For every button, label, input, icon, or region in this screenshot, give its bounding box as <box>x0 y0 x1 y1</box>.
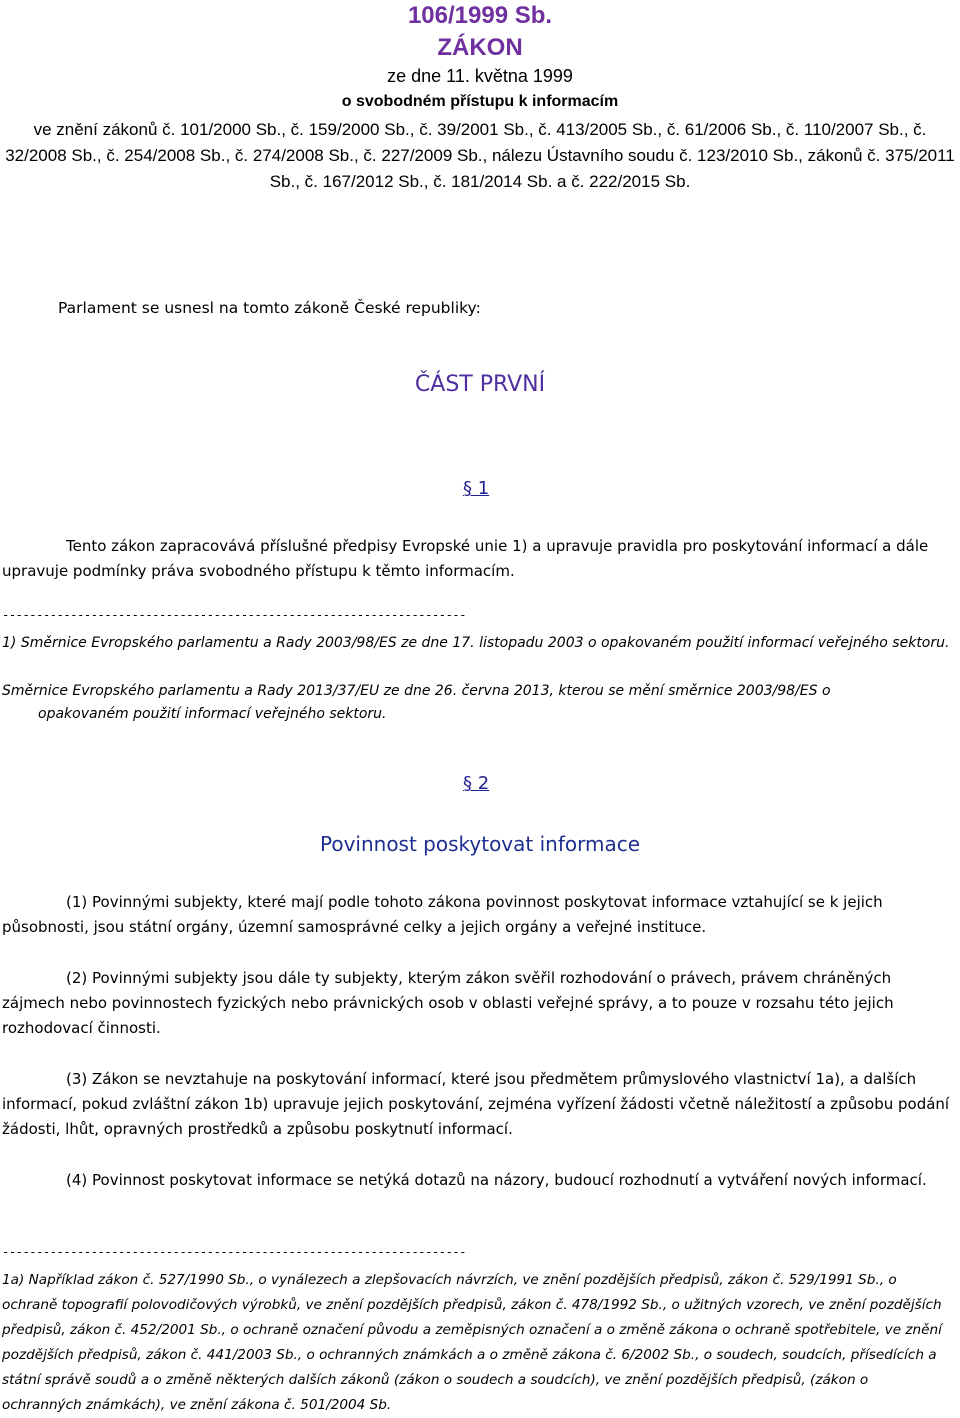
footnote-divider: -------------------------------------------------------------------- <box>2 608 467 622</box>
footnote-1-directive-2 <box>2 680 952 726</box>
footnote-1: 1) Směrnice Evropského parlamentu a Rady 2003/98/ES ze dne 17. listopadu 2003 o opakovaném použití informací veřejného sektoru. <box>2 635 950 651</box>
footnote-divider-2: -------------------------------------------------------------------- <box>2 1245 467 1259</box>
paragraph-4-text: (4) Povinnost poskytovat informace se netýká dotazů na názory, budoucí rozhodnutí a vytváření nových informací. <box>66 1171 927 1189</box>
section-2-paragraph-4 <box>2 1168 952 1193</box>
part-heading: ČÁST PRVNÍ <box>414 372 546 397</box>
section-1-text-content: Tento zákon zapracovává příslušné předpisy Evropské unie 1) a upravuje pravidla pro poskytování informací a dále upravuje podmínky práva svobodného přístupu k těmto informacím. <box>2 537 929 580</box>
amendments-list: ve znění zákonů č. 101/2000 Sb., č. 159/2000 Sb., č. 39/2001 Sb., č. 413/2005 Sb., č. 61/2006 Sb., č. 110/2007 Sb., č. 32/2008 Sb., č. 254/2008 Sb., č. 274/2008 Sb., č. 227/2009 Sb., nálezu Ústavního soudu č. 123/2010 Sb., zákonů č. 375/2011 Sb., č. 167/2012 Sb., č. 181/2014 Sb. a č. 222/2015 Sb. <box>5 120 955 191</box>
law-number: 106/1999 Sb. <box>407 2 553 29</box>
law-type: ZÁKON <box>437 34 523 61</box>
law-subject: o svobodném přístupu k informacím <box>341 93 619 110</box>
section-1-text <box>2 534 952 584</box>
section-2-paragraph-1 <box>2 890 952 940</box>
footnote-1-line2b: opakovaném použití informací veřejného sektoru. <box>38 706 387 722</box>
section-1-mark: § 1 <box>463 478 490 499</box>
section-2-title: Povinnost poskytovat informace <box>319 832 641 856</box>
paragraph-2-text: (2) Povinnými subjekty jsou dále ty subjekty, kterým zákon svěřil rozhodování o právech, právem chráněných zájmech nebo povinnostech fyzických nebo právnických osob v oblasti veřejné správy, a to pouze v rozsahu této jejich rozhodovací činnosti. <box>2 969 894 1037</box>
paragraph-1-text: (1) Povinnými subjekty, které mají podle tohoto zákona povinnost poskytovat informace vztahující se k jejich působnosti, jsou státní orgány, územní samosprávné celky a jejich orgány a veřejné instituce. <box>2 893 883 936</box>
section-2-paragraph-2 <box>2 966 952 1041</box>
footnote-1a: 1a) Například zákon č. 527/1990 Sb., o vynálezech a zlepšovacích návrzích, ve znění pozdějších předpisů, zákon č. 529/1991 Sb., o ochraně topografií polovodičových výrobků, ve znění pozdějších předpisů, zákon č. 478/1992 Sb., o užitných vzorech, ve znění pozdějších předpisů, zákon č. 452/2001 Sb., o ochraně označení původu a zeměpisných označení a o změně zákona o ochraně spotřebitele, ve znění pozdějších předpisů, zákon č. 441/2003 Sb., o ochranných známkách a o změně zákona č. 6/2002 Sb., o soudech, soudcích, přísedících a státní správě soudů a o změně některých dalších zákonů (zákon o soudech a soudcích), ve znění pozdějších předpisů, (zákon o ochranných známkách), ve znění zákona č. 501/2004 Sb. <box>2 1272 942 1413</box>
footnote-1-line2a: Směrnice Evropského parlamentu a Rady 2013/37/EU ze dne 26. června 2013, kterou se mění směrnice 2003/98/ES o <box>2 683 831 699</box>
law-date: ze dne 11. května 1999 <box>387 66 573 86</box>
section-2-paragraph-3 <box>2 1067 952 1142</box>
section-2-mark: § 2 <box>463 773 490 794</box>
paragraph-3-text: (3) Zákon se nevztahuje na poskytování informací, které jsou předmětem průmyslového vlastnictví 1a), a dalších informací, pokud zvláštní zákon 1b) upravuje jejich poskytování, zejména vyřízení žádosti včetně náležitostí a způsobu podání žádosti, lhůt, opravných prostředků a způsobu poskytnutí informací. <box>2 1070 950 1138</box>
preamble: Parlament se usnesl na tomto zákoně České republiky: <box>58 299 481 317</box>
